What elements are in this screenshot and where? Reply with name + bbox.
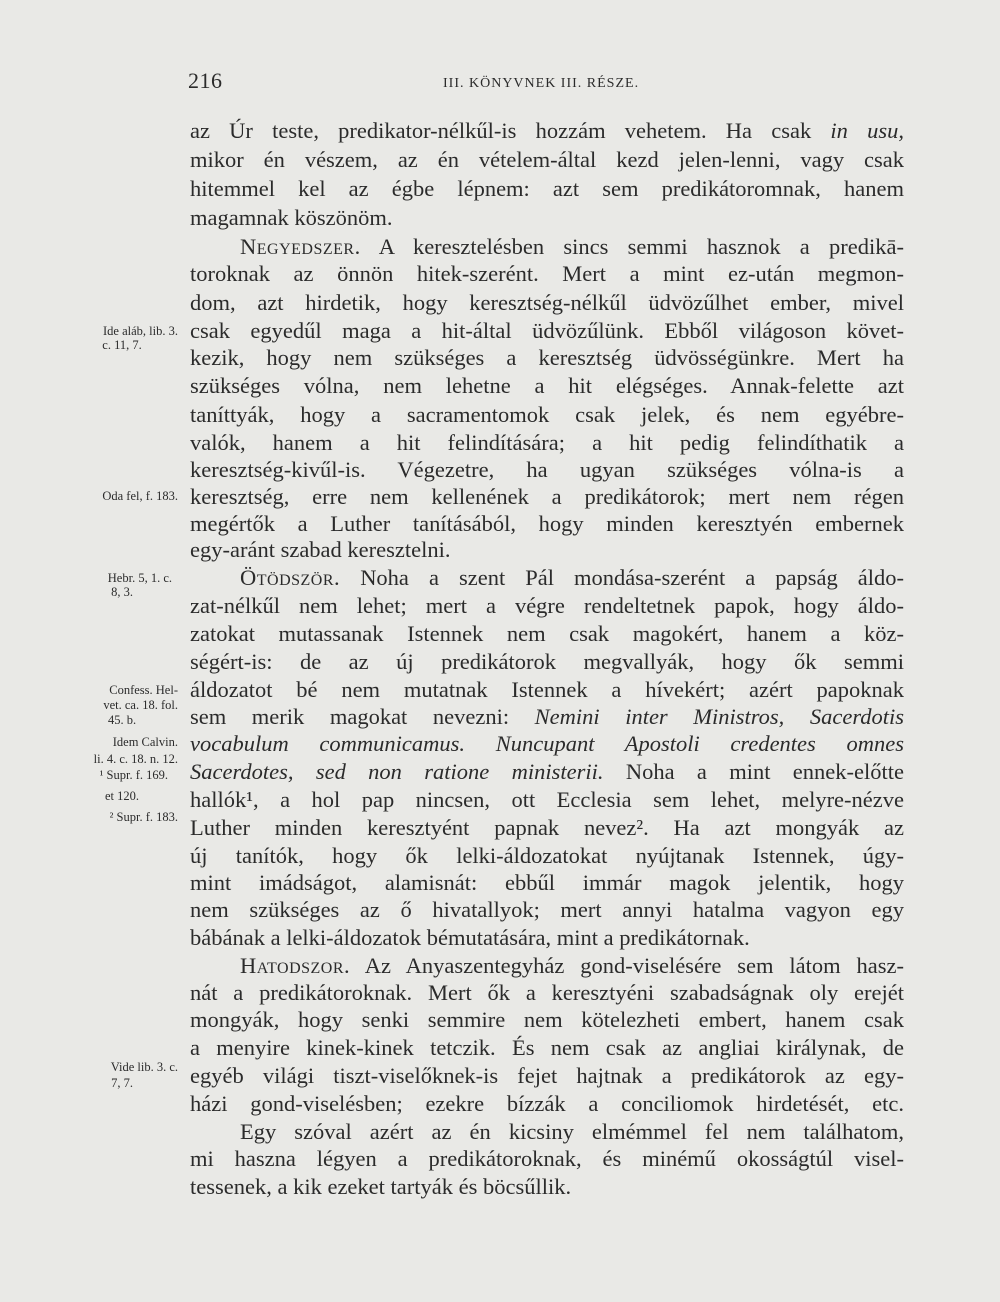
text-line: kezik, hogy nem szükséges a keresztség üdvösségünkre. Mert ha: [190, 345, 904, 370]
margin-note: et 120.: [104, 789, 140, 803]
text-line: mongyák, hogy senki semmire nem kötelezheti embert, hanem csak: [190, 1007, 904, 1032]
text-line: keresztség, erre nem kellenének a predikátorok; mert nem régen: [190, 484, 904, 509]
margin-note: 8, 3.: [111, 585, 133, 599]
margin-note: li. 4. c. 18. n. 12.: [93, 752, 178, 766]
margin-note: Oda fel, f. 183.: [102, 489, 178, 503]
text-line: megértők a Luther tanításából, hogy minden keresztyén embernek: [190, 511, 904, 536]
text-line: házi gond-viselésben; ezekre bízzák a conciliomok hirdetését, etc.: [190, 1091, 904, 1116]
text-line: áldozatot bé nem mutatnak Istennek a hívekért; azért papoknak: [190, 677, 904, 702]
text-line: nem szükséges az ő hivatallyok; mert annyi hatalma vagyon egy: [190, 897, 904, 922]
section-heading-line: Hatodszor. Az Anyaszentegyház gond-viselésére sem látom hasz-: [240, 953, 904, 978]
margin-note: Confess. Hel-: [109, 683, 178, 697]
text-line: valók, hanem a hit felindítására; a hit pedig felindíthatik a: [190, 430, 904, 455]
text-line: hallók¹, a hol pap nincsen, ott Ecclesia sem lehet, melyre-nézve: [190, 787, 904, 812]
text-line: egy-aránt szabad keresztelni.: [190, 537, 451, 562]
page-number: 216: [188, 68, 223, 93]
margin-note: Idem Calvin.: [112, 735, 178, 749]
text-line: mikor én vészem, az én vételem-által kezd jelen-lenni, vagy csak: [190, 147, 904, 172]
text-line: csak egyedűl maga a hit-által üdvözűlünk. Ebből világoson követ-: [190, 318, 904, 343]
margin-note: 7, 7.: [111, 1076, 133, 1090]
section-heading-line: Ötödször. Noha a szent Pál mondása-szerént a papság áldo-: [240, 565, 904, 590]
text-line: hitemmel kel az égbe lépnem: azt sem predikátoromnak, hanem: [190, 176, 904, 201]
text-line: bábának a lelki-áldozatok bémutatására, mint a predikátornak.: [190, 925, 750, 950]
running-title: III. KÖNYVNEK III. RÉSZE.: [443, 76, 640, 91]
text-line: vocabulum communicamus. Nuncupant Apostoli credentes omnes: [190, 731, 904, 756]
text-line: sem merik magokat nevezni: Nemini inter Ministros, Sacerdotis: [190, 704, 904, 729]
margin-note: Ide aláb, lib. 3.: [103, 324, 178, 338]
text-line: nát a predikátoroknak. Mert ők a keresztyéni szabadságnak oly erejét: [190, 980, 904, 1005]
text-line: zatokat mutassanak Istennek nem csak magokért, hanem a köz-: [190, 621, 904, 646]
text-line: a menyire kinek-kinek tetczik. És nem csak az angliai királynak, de: [190, 1035, 904, 1060]
text-line: Sacerdotes, sed non ratione ministerii. Noha a mint ennek-előtte: [190, 759, 904, 784]
text-line: új tanítók, hogy ők lelki-áldozatokat nyújtanak Istennek, úgy-: [190, 843, 904, 868]
text-line: ségért-is: de az új predikátorok megvallyák, hogy ők semmi: [190, 649, 904, 674]
margin-note: ¹ Supr. f. 169.: [99, 768, 168, 782]
text-line: magamnak köszönöm.: [190, 205, 393, 230]
text-line: toroknak az önnön hitek-szerént. Mert a mint ez-után megmon-: [190, 261, 904, 286]
text-line: taníttyák, hogy a sacramentomok csak jelek, és nem egyébre-: [190, 402, 904, 427]
section-heading-line: Negyedszer. A keresztelésben sincs semmi hasznok a predikā-: [240, 234, 904, 259]
margin-note: c. 11, 7.: [102, 338, 142, 352]
margin-note: Vide lib. 3. c.: [110, 1060, 178, 1074]
text-line: mi haszna légyen a predikátoroknak, és minémű okosságtúl visel-: [190, 1146, 904, 1171]
margin-note: Hebr. 5, 1. c.: [107, 571, 172, 585]
margin-note: 45. b.: [107, 713, 137, 727]
text-line: Egy szóval azért az én kicsiny elmémmel fel nem találhatom,: [240, 1119, 904, 1144]
text-line: egyéb világi tiszt-viselőknek-is fejet hajtnak a predikátorok az egy-: [190, 1063, 904, 1088]
text-line: zat-nélkűl nem lehet; mert a végre rendeltetnek papok, hogy áldo-: [190, 593, 904, 618]
text-line: szükséges vólna, nem lehetne a hit elégséges. Annak-felette azt: [190, 373, 904, 398]
text-line: tessenek, a kik ezeket tartyák és böcsűllik.: [190, 1174, 572, 1199]
margin-note: vet. ca. 18. fol.: [103, 698, 178, 712]
text-line: keresztség-kivűl-is. Végezetre, ha ugyan szükséges vólna-is a: [190, 457, 904, 482]
text-line: az Úr teste, predikator-nélkűl-is hozzám vehetem. Ha csak in usu,: [190, 118, 905, 143]
text-line: Luther minden keresztyént papnak nevez². Ha azt mongyák az: [190, 815, 904, 840]
text-line: mint imádságot, alamisnát: ebbűl immár magok jelentik, hogy: [190, 870, 904, 895]
text-line: dom, azt hirdetik, hogy keresztség-nélkűl üdvözűlhet ember, mivel: [190, 290, 904, 315]
margin-note: ² Supr. f. 183.: [109, 810, 178, 824]
